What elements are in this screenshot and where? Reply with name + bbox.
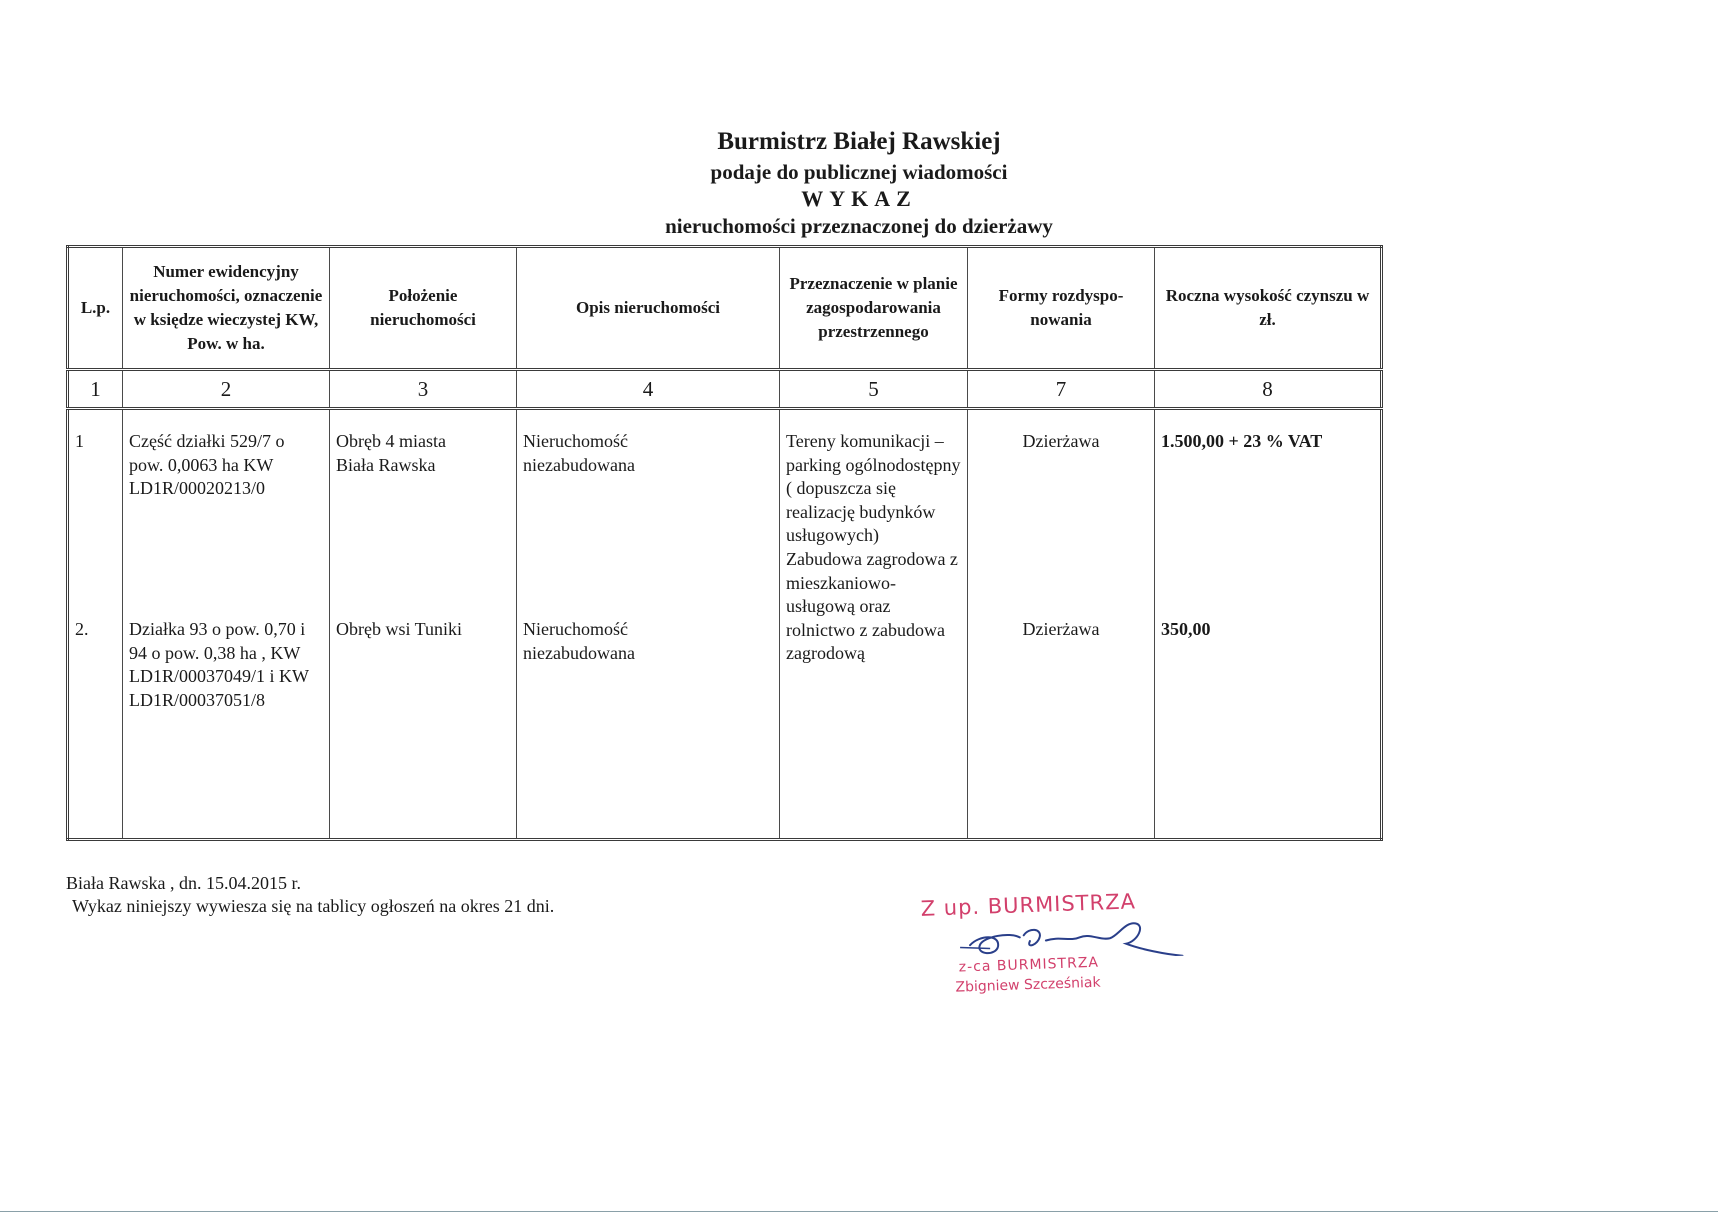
- row2-lp: 2.: [75, 619, 89, 639]
- signature-stamp: [908, 883, 1212, 1003]
- column-number-row: [68, 370, 1382, 409]
- col-number: 7: [968, 370, 1155, 409]
- stamp-line3: Zbigniew Szcześniak: [955, 974, 1101, 996]
- table-body-row: [68, 409, 1382, 840]
- row2-formy: Dzierżawa: [1022, 619, 1100, 639]
- col-header-lp: L.p.: [68, 247, 123, 370]
- cell-polozenie: [330, 409, 517, 840]
- row2-przeznaczenie: Zabudowa zagrodowa z mieszkaniowo-usługową oraz rolnictwo z zabudowa zagrodową: [786, 548, 958, 664]
- col-number: 5: [780, 370, 968, 409]
- row1-czynsz: 1.500,00 + 23 % VAT: [1161, 431, 1323, 451]
- document-header: [0, 126, 1718, 240]
- place-date: Biała Rawska , dn. 15.04.2015 r.: [66, 873, 301, 893]
- header-wykaz: WYKAZ: [801, 186, 917, 211]
- cell-lp: [68, 409, 123, 840]
- cell-przeznaczenie: [780, 409, 968, 840]
- stamp-line1: Z up. BURMISTRZA: [920, 889, 1137, 921]
- row1-opis: Nieruchomość niezabudowana: [523, 431, 635, 475]
- cell-opis: [517, 409, 780, 840]
- document-footer: [66, 872, 554, 918]
- col-number: 8: [1155, 370, 1382, 409]
- row2-polozenie: Obręb wsi Tuniki: [336, 619, 463, 639]
- stamp-line2: z-ca BURMISTRZA: [958, 954, 1100, 976]
- row1-polozenie: Obręb 4 miasta Biała Rawska: [336, 431, 446, 475]
- cell-formy: [968, 409, 1155, 840]
- cell-numer: [123, 409, 330, 840]
- col-number: 2: [123, 370, 330, 409]
- col-number: 1: [68, 370, 123, 409]
- col-header-formy: Formy rozdyspo-nowania: [968, 247, 1155, 370]
- posting-notice: Wykaz niniejszy wywiesza się na tablicy ogłoszeń na okres 21 dni.: [72, 896, 555, 916]
- col-number: 4: [517, 370, 780, 409]
- col-header-numer: Numer ewidencyjny nieruchomości, oznaczenie w księdze wieczystej KW, Pow. w ha.: [123, 247, 330, 370]
- row2-czynsz: 350,00: [1161, 619, 1211, 639]
- row1-lp: 1: [75, 431, 84, 451]
- row2-numer: Działka 93 o pow. 0,70 i 94 o pow. 0,38 ha , KW LD1R/00037049/1 i KW LD1R/00037051/8: [129, 619, 309, 710]
- col-header-opis: Opis nieruchomości: [517, 247, 780, 370]
- page-edge-line: [0, 1211, 1718, 1212]
- header-subject: nieruchomości przeznaczonej do dzierżawy: [665, 214, 1053, 238]
- row2-opis: Nieruchomość niezabudowana: [523, 619, 635, 663]
- table-header-row: [68, 247, 1382, 370]
- property-table: [66, 245, 1383, 841]
- header-title: Burmistrz Białej Rawskiej: [717, 128, 1001, 155]
- row1-przeznaczenie: Tereny komunikacji – parking ogólnodostępny ( dopuszcza się realizację budynków usługowych): [786, 431, 961, 546]
- cell-czynsz: [1155, 409, 1382, 840]
- row1-numer: Część działki 529/7 o pow. 0,0063 ha KW LD1R/00020213/0: [129, 431, 285, 499]
- col-header-polozenie: Położenie nieruchomości: [330, 247, 517, 370]
- header-subtitle: podaje do publicznej wiadomości: [710, 160, 1008, 184]
- col-header-czynsz: Roczna wysokość czynszu w zł.: [1155, 247, 1382, 370]
- col-number: 3: [330, 370, 517, 409]
- row1-formy: Dzierżawa: [1022, 431, 1100, 451]
- col-header-przeznaczenie: Przeznaczenie w planie zagospodarowania przestrzennego: [780, 247, 968, 370]
